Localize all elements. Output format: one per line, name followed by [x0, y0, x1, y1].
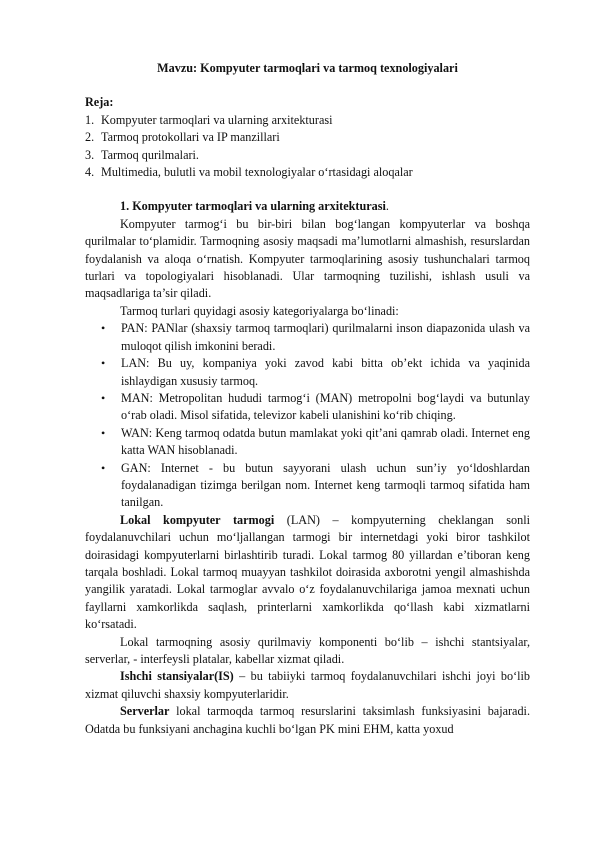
paragraph-intro: Kompyuter tarmog‘i bu bir-biri bilan bog‘langan kompyuterlar va boshqa qurilmalar to‘plamidir. Tarmoqning asosiy maqsadi ma’lumotlarni almashish, resurslardan foydalanish va aloqa o‘rnatish. Kompyuter tarmoqlarining asosiy tushunchalari tarmoq turlari va topologiyalari hisoblanadi. Ular tarmoqning tuzilishi, ishlash usuli va maqsadlariga ta’sir qiladi. [85, 216, 530, 301]
paragraph-servers-text: lokal tarmoqda tarmoq resurslarini taksimlash funksiyasini bajaradi. Odatda bu funksiyani anchagina kuchli bo‘lgan PK mini EHM, katta yoxud [85, 704, 530, 736]
paragraph-workstations-text: – bu tabiiyki tarmoq foydalanuvchilari ishchi joyi bo‘lib xizmat qiluvchi shaxsiy kompyuterlaridir. [85, 669, 530, 701]
bullet-icon: • [101, 425, 106, 440]
paragraph-servers [85, 703, 530, 738]
plan-item [85, 129, 530, 146]
plan-item-text: Tarmoq qurilmalari. [101, 147, 199, 162]
document-page [85, 60, 530, 738]
paragraph-lan [85, 512, 530, 634]
paragraph-components: Lokal tarmoqning asosiy qurilmaviy komponenti bo‘lib – ishchi stantsiyalar, serverlar, - interfeysli platalar, kabellar xizmat qiladi. [85, 634, 530, 666]
plan-heading: Reja: [85, 95, 114, 110]
term-workstations: Ishchi stansiyalar(IS) [120, 669, 234, 684]
plan-item-text: Multimedia, bulutli va mobil texnologiyalar o‘rtasidagi aloqalar [101, 165, 413, 180]
list-item-text: GAN: Internet - bu butun sayyorani ulash uchun sun’iy yo‘ldoshlardan foydalanadigan tizimga berilgan nom. Internet keng tarmoqli tarmoq sifatida ham tanilgan. [121, 460, 530, 510]
plan-item-number: 4. [85, 165, 95, 180]
section-heading-text: 1. Kompyuter tarmoqlari va ularning arxitekturasi [120, 199, 386, 214]
list-item [85, 320, 530, 355]
plan-list [85, 112, 530, 182]
list-item-text: MAN: Metropolitan hududi tarmog‘i (MAN) metropolni bog‘laydi va butunlay o‘rab oladi. Misol sifatida, televizor kabeli ulanishini ko‘rib chiqing. [121, 390, 530, 423]
list-item-text: LAN: Bu uy, kompaniya yoki zavod kabi bitta ob’ekt ichida va yaqinida ishlaydigan xususiy tarmoq. [121, 356, 530, 388]
bullet-icon: • [101, 390, 106, 405]
plan-item-number: 2. [85, 130, 95, 145]
document-title: Mavzu: Kompyuter tarmoqlari va tarmoq texnologiyalari [157, 61, 458, 75]
term-servers: Serverlar [120, 704, 170, 719]
section-heading [85, 198, 530, 215]
plan-item-text: Tarmoq protokollari va IP manzillari [101, 130, 280, 145]
paragraph-types-lead: Tarmoq turlari quyidagi asosiy kategoriyalarga bo‘linadi: [120, 303, 399, 318]
plan-item-number: 1. [85, 112, 95, 127]
list-item [85, 355, 530, 390]
paragraph-lan-text: (LAN) – kompyuterning cheklangan sonli foydalanuvchilari uchun mo‘ljallangan tarmogi bir internetdagi yoki biror tashkilot doirasidagi kompyuterlarni birlashtirib turadi. Lokal tarmog 80 yillardan e’tiboran keng tarqala boshladi. Lokal tarmoq muayyan tashkilot doirasida axborotni yengil almashishda yangilik yaratadi. Lokal tarmoglar avvalo o‘z foydalanuvchilariga jamoa mexnati uchun fayllarni xamkorlikda saqlash, printerlarni xamkorlikda qo‘llash kabi xizmatlarni ko‘rsatadi. [85, 512, 530, 632]
bullet-icon: • [101, 460, 106, 475]
bullet-icon: • [101, 356, 106, 371]
network-types-list [85, 320, 530, 511]
list-item [85, 425, 530, 460]
plan-item-text: Kompyuter tarmoqlari va ularning arxitekturasi [101, 112, 333, 127]
plan-item [85, 164, 530, 181]
spacer [85, 181, 530, 198]
plan-item [85, 147, 530, 164]
paragraph-workstations [85, 668, 530, 703]
list-item-text: PAN: PANlar (shaxsiy tarmoq tarmoqlari) qurilmalarni inson diapazonida ulash va muloqot qilish imkonini beradi. [121, 321, 530, 353]
bullet-icon: • [101, 321, 106, 336]
list-item-text: WAN: Keng tarmoq odatda butun mamlakat yoki qit’ani qamrab oladi. Internet eng katta WAN hisoblanadi. [121, 425, 530, 458]
plan-item-number: 3. [85, 147, 95, 162]
plan-item [85, 112, 530, 129]
list-item [85, 390, 530, 425]
term-lan: Lokal kompyuter tarmogi [120, 512, 275, 527]
section-heading-period: . [385, 199, 389, 214]
list-item [85, 460, 530, 512]
